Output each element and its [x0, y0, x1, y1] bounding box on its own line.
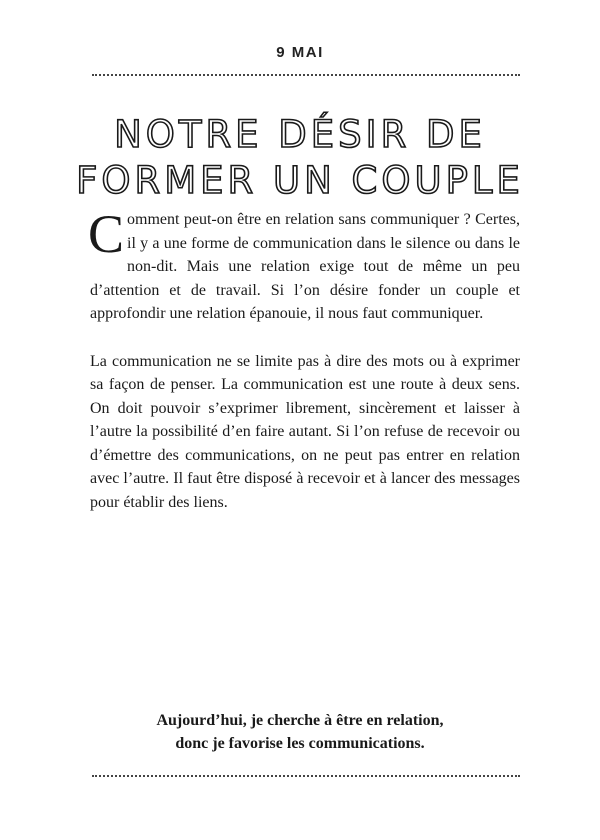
affirmation-line-1: Aujourd’hui, je cherche à être en relation,	[156, 712, 444, 729]
title-line-2: FORMER UN COUPLE	[76, 159, 524, 202]
page-date: 9 MAI	[276, 44, 324, 61]
body-text	[88, 204, 520, 538]
bottom-dotted-divider	[92, 775, 520, 777]
affirmation-line-2: donc je favorise les communications.	[175, 735, 425, 752]
drop-cap: C	[88, 204, 125, 264]
daily-affirmation	[60, 709, 540, 755]
paragraph-1	[88, 204, 520, 326]
title-line-1: NOTRE DÉSIR DE	[114, 113, 486, 156]
paragraph-1-text: omment peut-on être en relation sans communiquer ? Certes, il y a une forme de communication dans le silence ou dans le non-dit. Mais une relation exige tout de même un peu d’attention et de travail. Si l’on désire fonder un couple et approfondir une relation épanouie, il nous faut communiquer.	[90, 211, 520, 322]
page-title	[60, 112, 540, 204]
top-dotted-divider	[92, 74, 520, 76]
paragraph-2: La communication ne se limite pas à dire des mots ou à exprimer sa façon de penser. La communication est une route à deux sens. On doit pouvoir s’exprimer librement, sincèrement et laisser à l’autre la possibilité d’en faire autant. Si l’on refuse de recevoir ou d’émettre des communications, on ne peut pas entrer en relation avec l’autre. Il faut être disposé à recevoir et à lancer des messages pour établir des liens.	[90, 352, 520, 511]
